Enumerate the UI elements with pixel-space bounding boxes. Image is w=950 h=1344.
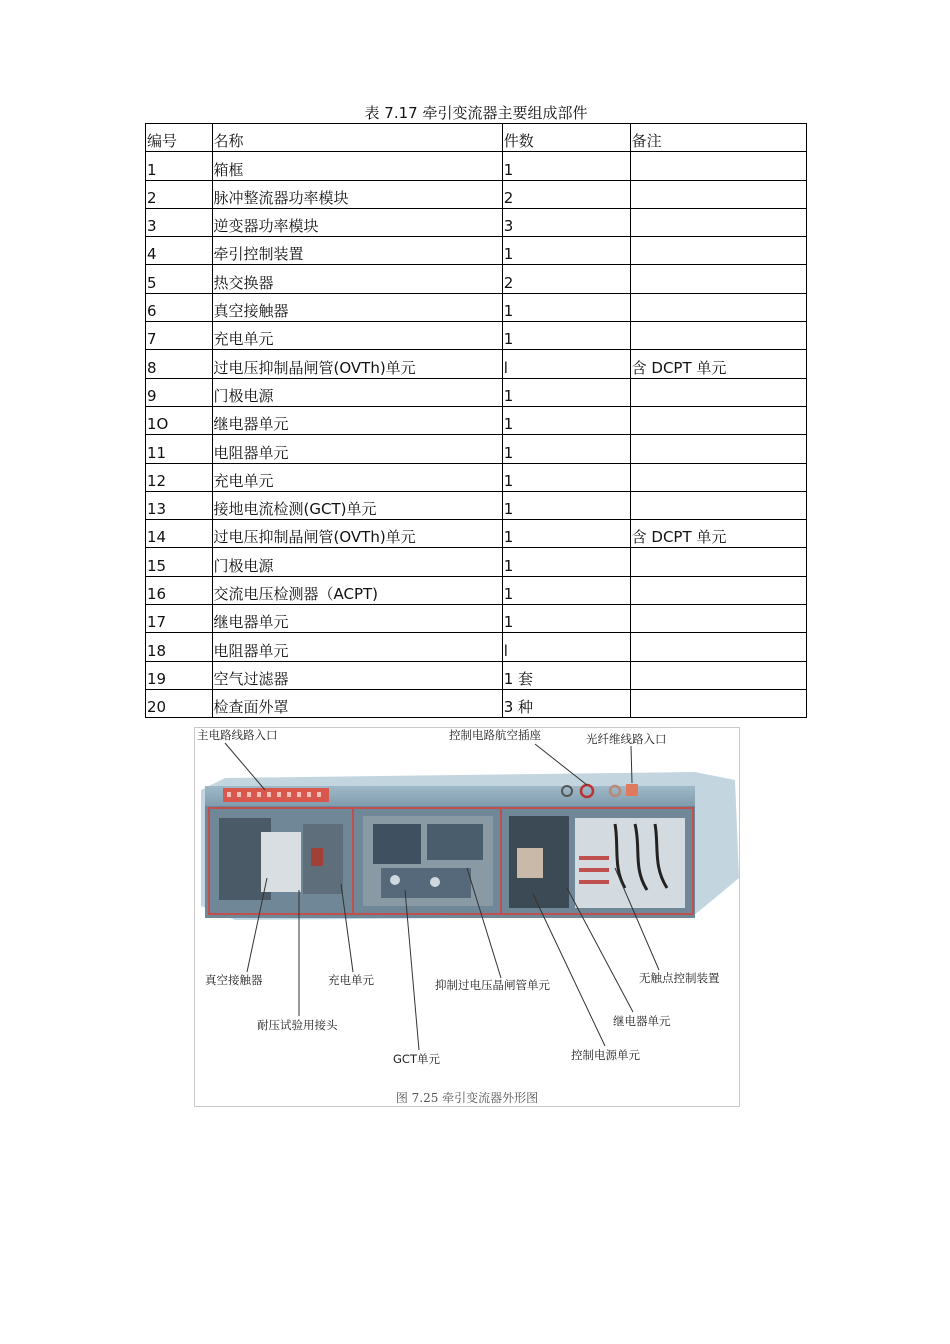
table-row <box>146 406 807 434</box>
header-name: 名称 <box>212 124 502 152</box>
cell-remarks <box>630 689 806 717</box>
cell-remarks <box>630 293 806 321</box>
label-test-connector: 耐压试验用接头 <box>257 1018 338 1032</box>
cell-name: 过电压抑制晶闸管(OVTh)单元 <box>212 350 502 378</box>
cell-remarks <box>630 548 806 576</box>
table-row <box>146 548 807 576</box>
cell-quantity: 1 套 <box>502 661 630 689</box>
cell-remarks <box>630 491 806 519</box>
cell-number: 18 <box>146 633 213 661</box>
cell-remarks <box>630 576 806 604</box>
cell-number: 9 <box>146 378 213 406</box>
cell-number: 14 <box>146 520 213 548</box>
cell-remarks <box>630 435 806 463</box>
cell-quantity: 1 <box>502 520 630 548</box>
cell-remarks: 含 DCPT 单元 <box>630 350 806 378</box>
cell-quantity: 1 <box>502 322 630 350</box>
cell-number: 6 <box>146 293 213 321</box>
table-row <box>146 350 807 378</box>
cell-number: 2 <box>146 180 213 208</box>
cell-remarks <box>630 208 806 236</box>
cell-name: 交流电压检测器（ACPT) <box>212 576 502 604</box>
table-row <box>146 378 807 406</box>
table-row <box>146 293 807 321</box>
cell-remarks <box>630 152 806 180</box>
label-relay-unit: 继电器单元 <box>613 1014 671 1028</box>
cell-name: 逆变器功率模块 <box>212 208 502 236</box>
table-row <box>146 208 807 236</box>
cell-number: 11 <box>146 435 213 463</box>
table-row <box>146 491 807 519</box>
label-fiber-entry: 光纤维线路入口 <box>586 732 667 746</box>
cell-name: 接地电流检测(GCT)单元 <box>212 491 502 519</box>
label-ovth-unit: 抑制过电压晶闸管单元 <box>435 978 550 992</box>
cell-remarks <box>630 180 806 208</box>
cell-number: 3 <box>146 208 213 236</box>
table-row <box>146 322 807 350</box>
cell-number: 13 <box>146 491 213 519</box>
cell-name: 真空接触器 <box>212 293 502 321</box>
cell-quantity: 1 <box>502 237 630 265</box>
converter-photo <box>195 728 739 1106</box>
cell-name: 充电单元 <box>212 463 502 491</box>
cell-remarks <box>630 237 806 265</box>
cell-remarks <box>630 406 806 434</box>
cell-number: 1O <box>146 406 213 434</box>
cell-number: 15 <box>146 548 213 576</box>
table-row <box>146 576 807 604</box>
cell-number: 19 <box>146 661 213 689</box>
cell-name: 空气过滤器 <box>212 661 502 689</box>
cell-quantity: 1 <box>502 435 630 463</box>
cell-remarks: 含 DCPT 单元 <box>630 520 806 548</box>
cell-remarks <box>630 378 806 406</box>
table-row <box>146 152 807 180</box>
label-vacuum-contactor: 真空接触器 <box>205 973 263 987</box>
cell-quantity: 1 <box>502 491 630 519</box>
table-row <box>146 520 807 548</box>
table-row <box>146 180 807 208</box>
cell-number: 8 <box>146 350 213 378</box>
cell-name: 电阻器单元 <box>212 633 502 661</box>
cell-number: 1 <box>146 152 213 180</box>
label-control-connector: 控制电路航空插座 <box>449 728 541 742</box>
cell-quantity: l <box>502 633 630 661</box>
table-row <box>146 661 807 689</box>
cell-name: 继电器单元 <box>212 605 502 633</box>
label-gct-unit: GCT单元 <box>393 1052 440 1066</box>
cell-quantity: 3 种 <box>502 689 630 717</box>
cell-name: 热交换器 <box>212 265 502 293</box>
cell-quantity: 1 <box>502 378 630 406</box>
table-row <box>146 633 807 661</box>
label-control-power-unit: 控制电源单元 <box>571 1048 640 1062</box>
table-caption: 表 7.17 牵引变流器主要组成部件 <box>364 104 588 122</box>
cell-quantity: l <box>502 350 630 378</box>
label-charging-unit: 充电单元 <box>328 973 374 987</box>
table-header-row <box>146 124 807 152</box>
cell-number: 5 <box>146 265 213 293</box>
cell-remarks <box>630 661 806 689</box>
cell-quantity: 1 <box>502 548 630 576</box>
cell-name: 电阻器单元 <box>212 435 502 463</box>
cell-quantity: 3 <box>502 208 630 236</box>
cell-name: 牵引控制装置 <box>212 237 502 265</box>
cell-remarks <box>630 633 806 661</box>
components-table <box>145 123 807 718</box>
converter-figure <box>194 727 740 1107</box>
table-row <box>146 463 807 491</box>
cell-name: 门极电源 <box>212 378 502 406</box>
cell-quantity: 2 <box>502 180 630 208</box>
table-row <box>146 605 807 633</box>
cell-name: 箱框 <box>212 152 502 180</box>
header-remarks: 备注 <box>630 124 806 152</box>
table-row <box>146 265 807 293</box>
cell-quantity: 1 <box>502 406 630 434</box>
table-row <box>146 435 807 463</box>
cell-name: 门极电源 <box>212 548 502 576</box>
table-row <box>146 689 807 717</box>
cell-name: 检查面外罩 <box>212 689 502 717</box>
cell-quantity: 1 <box>502 463 630 491</box>
cell-quantity: 2 <box>502 265 630 293</box>
cell-remarks <box>630 605 806 633</box>
cell-name: 脉冲整流器功率模块 <box>212 180 502 208</box>
cell-quantity: 1 <box>502 152 630 180</box>
cell-name: 过电压抑制晶闸管(OVTh)单元 <box>212 520 502 548</box>
cell-remarks <box>630 463 806 491</box>
label-main-circuit-entry: 主电路线路入口 <box>197 728 278 742</box>
cell-number: 17 <box>146 605 213 633</box>
table-row <box>146 237 807 265</box>
cell-number: 12 <box>146 463 213 491</box>
cell-number: 20 <box>146 689 213 717</box>
cell-quantity: 1 <box>502 605 630 633</box>
cell-number: 16 <box>146 576 213 604</box>
cell-name: 继电器单元 <box>212 406 502 434</box>
cell-quantity: 1 <box>502 293 630 321</box>
cell-number: 7 <box>146 322 213 350</box>
cell-number: 4 <box>146 237 213 265</box>
label-contactless-control: 无触点控制装置 <box>639 971 720 985</box>
cell-remarks <box>630 322 806 350</box>
cell-remarks <box>630 265 806 293</box>
figure-caption: 图 7.25 牵引变流器外形图 <box>395 1091 539 1105</box>
cell-quantity: 1 <box>502 576 630 604</box>
cell-name: 充电单元 <box>212 322 502 350</box>
header-number: 编号 <box>146 124 213 152</box>
header-quantity: 件数 <box>502 124 630 152</box>
